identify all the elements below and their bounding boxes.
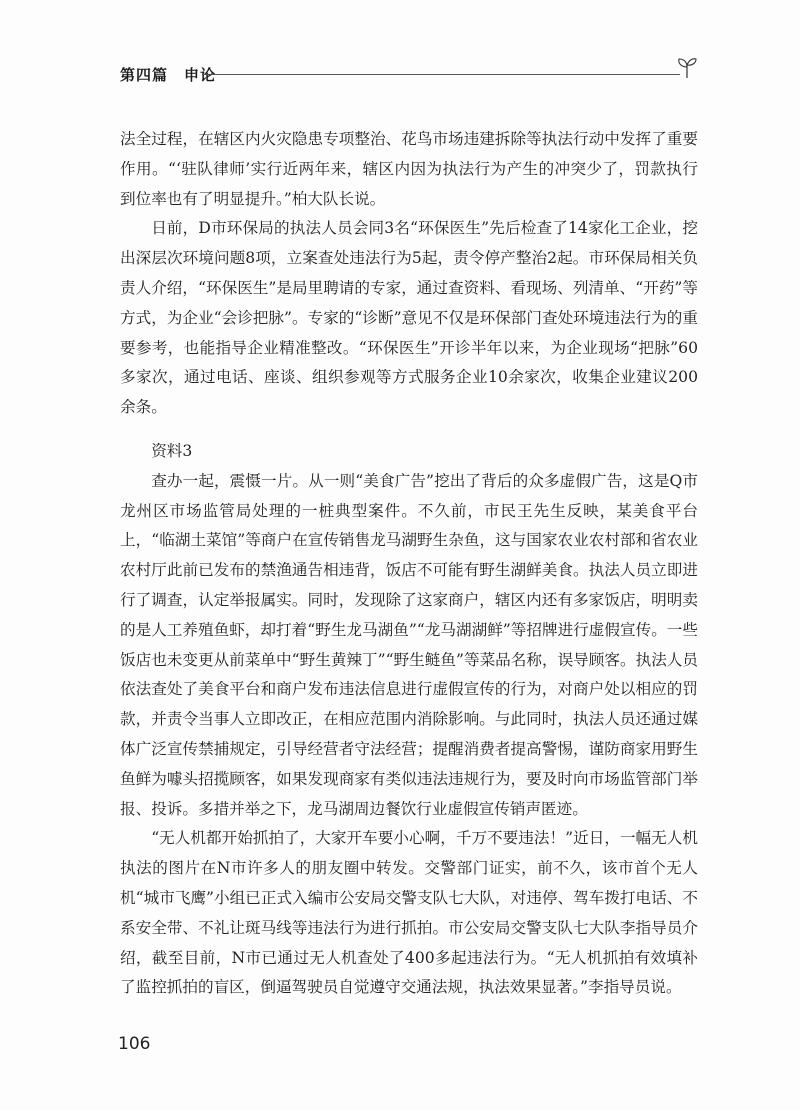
material-label: 资料3 <box>151 441 193 460</box>
paragraph-environment: 日前，D市环保局的执法人员会同3名“环保医生”先后检查了14家化工企业，挖出深层次环境问题8项，立案查处违法行为5起，责令停产整治2起。市环保局相关负责人介绍，“环保医生”是局里聘请的专家，通过查资料、看现场、列清单、“开药”等方式，为企业“会诊把脉”。专家的“诊断”意见不仅是环保部门查处环境违法行为的重要参考，也能指导企业精准整改。“环保医生”开诊半年以来，为企业现场“把脉”60多家次，通过电话、座谈、组织参观等方式服务企业10余家次，收集企业建议200余条。 <box>120 219 698 417</box>
paragraph-market: 查办一起，震慑一片。从一则“美食广告”挖出了背后的众多虚假广告，这是Q市龙州区市场监管局处理的一桩典型案件。不久前，市民王先生反映，某美食平台上，“临湖土菜馆”等商户在宣传销售龙马湖野生杂鱼，这与国家农业农村部和省农业农村厅此前已发布的禁渔通告相违背，饭店不可能有野生湖鲜美食。执法人员立即进行了调查，认定举报属实。同时，发现除了这家商户，辖区内还有多家饭店，明明卖的是人工养殖鱼虾，却打着“野生龙马湖鱼”“龙马湖湖鲜”等招牌进行虚假宣传。一些饭店也未变更从前菜单中“野生黄辣丁”“野生鲢鱼”等菜品名称，误导顾客。执法人员依法查处了美食平台和商户发布违法信息进行虚假宣传的行为，对商户处以相应的罚款，并责令当事人立即改正，在相应范围内消除影响。与此同时，执法人员还通过媒体广泛宣传禁捕规定，引导经营者守法经营；提醒消费者提高警惕，谨防商家用野生鱼鲜为噱头招揽顾客，如果发现商家有类似违法违规行为，要及时向市场监管部门举报、投诉。多措并举之下，龙马湖周边餐饮行业虚假宣传销声匿迹。 <box>120 471 698 818</box>
paragraph-continued: 法全过程，在辖区内火灾隐患专项整治、花鸟市场违建拆除等执法行动中发挥了重要作用。“‘驻队律师’实行近两年来，辖区内因为执法行为产生的冲突少了，罚款执行到位率也有了明显提升。”柏大队长说。 <box>120 130 698 208</box>
header-rule <box>202 74 680 75</box>
sprout-icon <box>676 56 698 80</box>
section-title: 第四篇 申论 <box>120 66 217 84</box>
paragraph-drone: “无人机都开始抓拍了，大家开车要小心啊，千万不要违法！”近日，一幅无人机执法的图片在N市许多人的朋友圈中转发。交警部门证实，前不久，该市首个无人机“城市飞鹰”小组已正式入编市公安局交警支队七大队，对违停、驾车拨打电话、不系安全带、不礼让斑马线等违法行为进行抓拍。市公安局交警支队七大队李指导员介绍，截至目前，N市已通过无人机查处了400多起违法行为。“无人机抓拍有效填补了监控抓拍的盲区，倒逼驾驶员自觉遵守交通法规，执法效果显著。”李指导员说。 <box>120 829 698 997</box>
page-number: 106 <box>118 1034 151 1054</box>
page-body <box>120 125 698 1003</box>
running-header <box>120 58 695 88</box>
